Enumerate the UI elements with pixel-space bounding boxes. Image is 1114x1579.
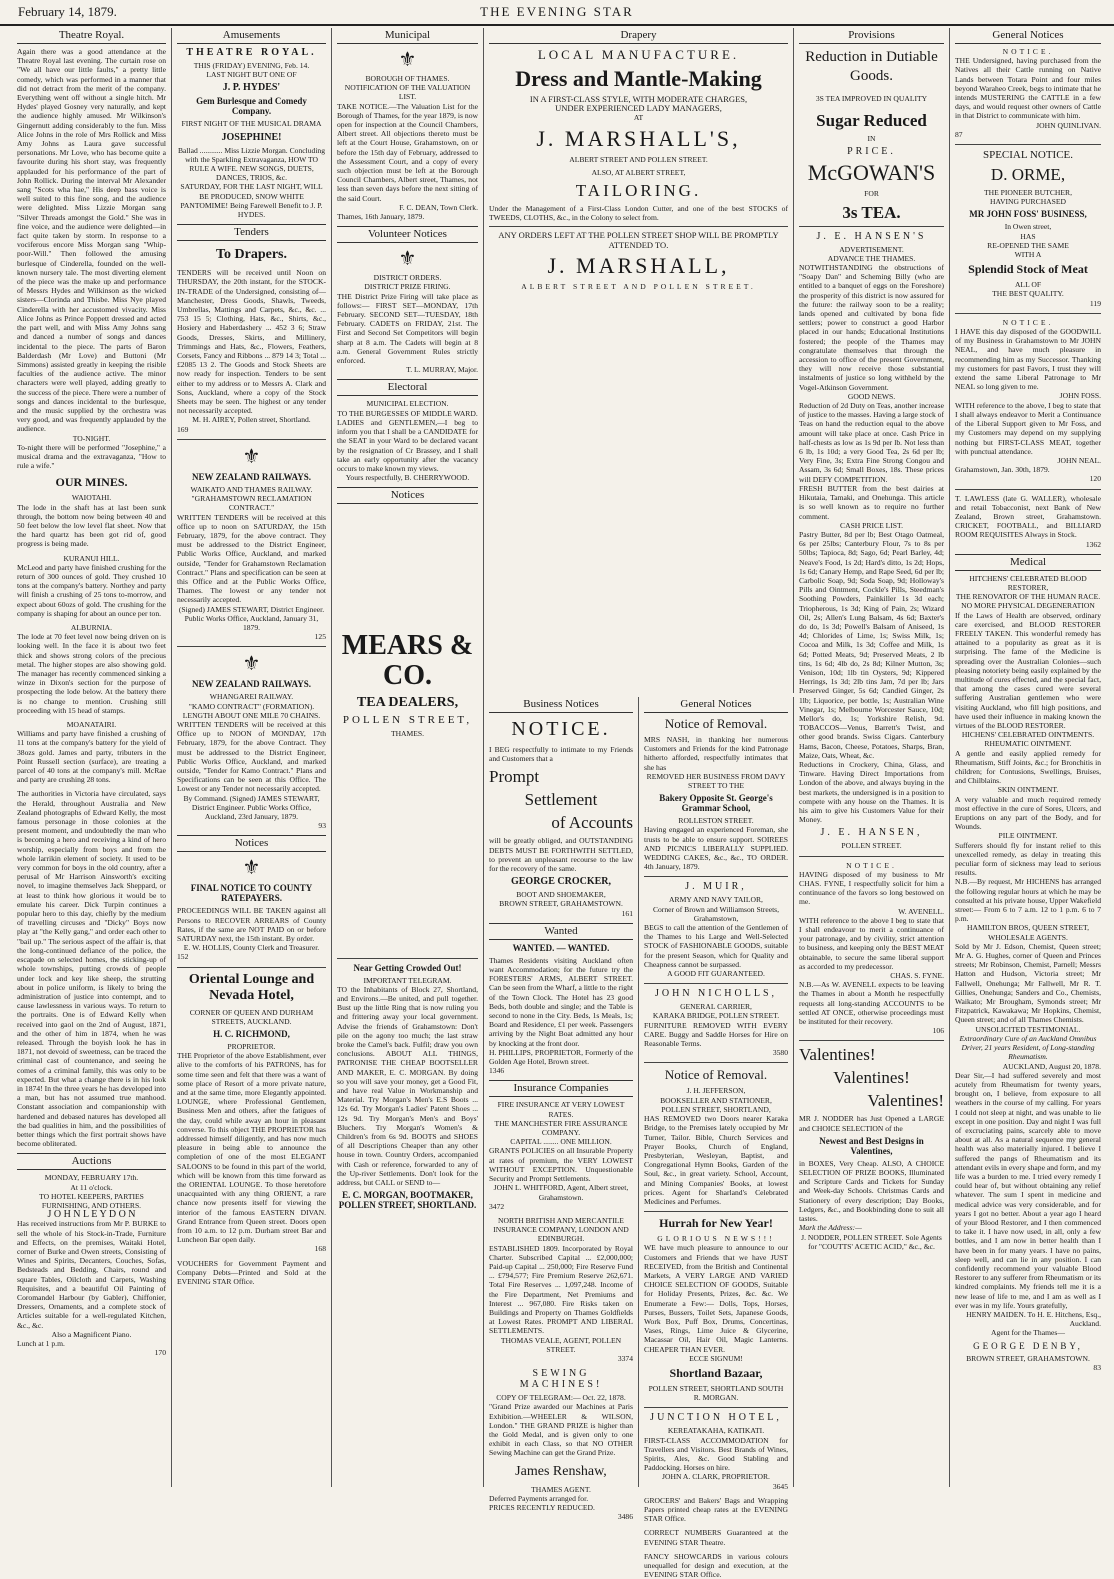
jefferson-text: HAS REMOVED two Doors nearer Karaka Bridge, to the Premises lately occupied by Mr Turner, Tailor. Bible, Church Services and Prayer Books, Church of England, Presbyterian, Wesleyan, Baptist, and Congregational Hymn Books, Garden of the Soul, &c., in great variety. School, Account, and Mining Companies' Books, at lowest prices. Agent for Sharland's Celebrated Medicines and Perfumes. bbox=[644, 1114, 788, 1206]
quinlivan-number: 87 bbox=[955, 129, 963, 139]
agent-label: Agent for the Thames— bbox=[991, 1328, 1065, 1338]
amusement-line: Ballad ............ Miss Lizzie Morgan. Concluding with the Sparkling Extravaganza, HOW TO RULE A WIFE. NEW SONGS, DUETS, DANCES, TRIOS, &c. bbox=[177, 145, 326, 183]
waiotahi-heading: WAIOTAHI. bbox=[71, 493, 112, 503]
valuation-signature: F. C. DEAN, Town Clerk. bbox=[399, 202, 478, 212]
orme-name: D. ORME, bbox=[990, 165, 1066, 185]
dress-subtitle: UNDER EXPERIENCED LADY MANAGERS, bbox=[555, 103, 722, 114]
neal-number: 120 bbox=[1089, 474, 1101, 484]
valentines-line: Valentines! bbox=[833, 1068, 910, 1088]
nzr-signature: By Command. (Signed) JAMES STEWART, District Engineer. Public Works Office, Auckland, 23rd January, 1879. bbox=[183, 793, 320, 821]
nodder-mark: Mark the Address:— bbox=[799, 1223, 862, 1233]
nicholls-trade: GENERAL CARRIER, bbox=[680, 1002, 752, 1012]
notice-title: NOTICE. bbox=[1002, 317, 1054, 327]
nicholls-name: JOHN NICHOLLS, bbox=[655, 988, 777, 1000]
nbm-signature: THOMAS VEALE, AGENT, POLLEN STREET. bbox=[500, 1335, 622, 1354]
blank-space bbox=[337, 507, 478, 627]
notice-title: NOTICE. bbox=[1002, 47, 1054, 56]
waiotahi-text: The lode in the shaft has at last been sunk through, the bottom now being between 40 and 50 feet below the low level flat sheet. Now that the hard quartz has been got rid of, good progress is being made. bbox=[17, 502, 166, 549]
medical-heading: Medical bbox=[955, 554, 1101, 571]
junction-signature: JOHN A. CLARK, PROPRIETOR. bbox=[662, 1472, 770, 1482]
avenell-signature: W. AVENELL. bbox=[898, 906, 944, 916]
foss-signature: JOHN FOSS. bbox=[1059, 391, 1101, 401]
skin-title: SKIN OINTMENT. bbox=[997, 785, 1059, 795]
drapers-number: 169 bbox=[177, 424, 189, 434]
valentines-line: Valentines! bbox=[867, 1091, 944, 1111]
tailoring-title: TAILORING. bbox=[575, 181, 702, 201]
wanted-title: WANTED. — WANTED. bbox=[512, 942, 610, 953]
issue-date: February 14, 1879. bbox=[18, 4, 117, 19]
auction-number: 170 bbox=[154, 1348, 166, 1358]
prompt-word: Prompt bbox=[489, 767, 540, 787]
pile-text: Sufferers should fly for instant relief to this unexcelled remedy, as delay in treating this peculiar form of sickness may lead to serious results. bbox=[955, 840, 1101, 878]
all-of-label: ALL OF bbox=[1014, 280, 1042, 290]
denby-name: GEORGE DENBY, bbox=[973, 1340, 1083, 1351]
auction-lunch: Lunch at 1 p.m. bbox=[17, 1339, 65, 1349]
capital-line: CAPITAL ........ ONE MILLION. bbox=[510, 1137, 612, 1147]
nzr-title: NEW ZEALAND RAILWAYS. bbox=[192, 471, 311, 482]
divider bbox=[644, 1062, 788, 1063]
firing-text: THE District Prize Firing will take place as follows:— FIRST SET—MONDAY, 17th February. SECOND SET—TUESDAY, 18th February. CADETS on FRIDAY, 21st. The First and Second Set Competitors will begin sharp at 8 a.m. The Cadets will begin at 8 a.m. General Government Rules strictly enforced. bbox=[337, 291, 478, 366]
hamilton-agents: HAMILTON BROS, QUEEN STREET, WHOLESALE AGENTS. bbox=[967, 923, 1089, 942]
notice-text: I BEG respectfully to intimate to my Friends and Customers that a bbox=[489, 745, 633, 764]
tonight-label: TO-NIGHT. bbox=[72, 433, 111, 443]
drapers-title: To Drapers. bbox=[215, 247, 288, 263]
insurance-heading: Insurance Companies bbox=[489, 1080, 633, 1097]
theatre-royal-title: THEATRE ROYAL. bbox=[186, 47, 317, 58]
ointments-text: A gentle and easily applied remedy for Rheumatism, Stiff Joints, &c.; for Bronchitis in children; for Contusions, Swellings, Bruises, and Chilblains. bbox=[955, 748, 1101, 786]
removal-title: Notice of Removal. bbox=[664, 716, 768, 731]
alburnia-text: The lode at 70 feet level now being driven on is looking well. In the face it is about two feet thick and shows strong colors of the precious metal. The higher stopes are also showing gold. The manager has recently commenced sinking a winze in Dixon's section for the purpose of prospecting the lode below. At the battery there is no change to mention. Crushing still proceeding with 15 head of stamps. bbox=[17, 632, 166, 715]
drapery-section bbox=[484, 28, 794, 693]
vouchers-notice: VOUCHERS for Government Payment and Company Debts—Printed and Sold at the EVENING STAR Office. bbox=[177, 1258, 326, 1287]
advance-thames: ADVANCE THE THAMES. bbox=[827, 253, 916, 263]
best-quality: THE BEST QUALITY. bbox=[992, 289, 1064, 299]
valentines-line: Valentines! bbox=[799, 1045, 876, 1065]
column-theatre-mines bbox=[12, 28, 172, 1487]
nash-text: MRS NASH, in thanking her numerous Customers and Friends for the kind Patronage hitherto afforded, respectfully intimates that she has bbox=[644, 735, 788, 772]
notice-title: NOTICE. bbox=[846, 860, 897, 870]
neal-date: Grahamstown, Jan. 30th, 1879. bbox=[955, 465, 1050, 475]
divider bbox=[644, 1407, 788, 1408]
whitford-number: 3472 bbox=[489, 1201, 505, 1211]
neal-text: WITH reference to the above, I beg to state that I shall always endeavor to Merit a Continuance of the Liberal Support given to Mr Foss, and my Customers may depend on my supplying nothing but FIRST-CLASS MEAT, together with punctual attendance. bbox=[955, 400, 1101, 456]
renshaw-text: Deferred Payments arranged for. bbox=[489, 1493, 589, 1503]
josephine-title: JOSEPHINE! bbox=[221, 131, 282, 143]
newspaper-title: THE EVENING STAR bbox=[480, 4, 634, 19]
reopened-label: RE-OPENED THE SAME bbox=[987, 240, 1069, 250]
notices-heading: Notices bbox=[177, 835, 326, 852]
renshaw-agent: THAMES AGENT. bbox=[531, 1484, 591, 1494]
nzr-contract: "KAMO CONTRACT" (FORMATION). bbox=[188, 701, 315, 711]
wanted-heading: Wanted bbox=[489, 923, 633, 940]
bazaar-address: POLLEN STREET, SHORTLAND SOUTH bbox=[648, 1383, 784, 1393]
renshaw-prices: PRICES RECENTLY REDUCED. bbox=[489, 1502, 595, 1512]
divider bbox=[644, 1211, 788, 1212]
also-label: ALSO, AT ALBERT STREET, bbox=[591, 167, 686, 177]
hansen-text-2: Reduction of 2d Duty on Teas, another increase of justice to the masses. Having a large stock of Teas on hand the reduction equal to the above amount will take place at once. Cash Price in half-chests as low as 1s 9d per lb. Not less than 6 lb, 1s 10d; a very Good Tea, 2s 6d per lb; Very Fine, 3s; Extra Fine Strong Congou and Assam, 3s 6d; Small Boxes, 18s. These prices will DEFY COMPETITION. bbox=[799, 401, 944, 484]
auctions-heading: Auctions bbox=[17, 1153, 166, 1170]
divider bbox=[955, 313, 1101, 314]
final-notice-number: 152 bbox=[177, 952, 189, 962]
nash-bakery: Bakery Opposite St. George's Grammar School, bbox=[659, 793, 773, 814]
fyne-number: 106 bbox=[932, 1026, 944, 1036]
renshaw-name: James Renshaw, bbox=[515, 1463, 607, 1479]
hansen-text: NOTWITHSTANDING the obstructions of "Soapy Dan" and Scheming Billy (who are entitled to a banquet of eggs on the Foreshore) the prosperity of this district is now assured for the future: the railway soon to be a reality; lands opened and cultivated by bona fide settlers; power to construct a good Harbor placed in our hands; Educational Institutions fostered; the people of the Thames may congratulate themselves that through the accession to office of the present Government, they will now receive those substantial instalments of justice so long withheld by the Vogel-Atkinson Government. bbox=[799, 263, 944, 392]
notices-heading: Notices bbox=[337, 487, 478, 504]
borough-name: BOROUGH OF THAMES. bbox=[365, 74, 450, 83]
price-label: PRICE. bbox=[847, 146, 896, 158]
testimonial-date: AUCKLAND, August 20, 1878. bbox=[1002, 1061, 1101, 1071]
marshall-name: J. MARSHALL'S, bbox=[536, 125, 741, 151]
muir-name: J. MUIR, bbox=[685, 881, 747, 893]
orders-notice: ANY ORDERS LEFT AT THE POLLEN STREET SHOP WILL BE PROMPTLY ATTENDED TO. bbox=[498, 230, 779, 250]
amusements-heading: Amusements bbox=[177, 28, 326, 44]
cash-list-text: Pastry Butter, 8d per lb; Best Otago Oatmeal, 6s per 25lbs; Canterbury Flour, 7s to 8s per 50lbs; Tapioca, 8d; Sago, 6d; Pearl Barley, 4d; Neave's Food, 1s 2d; Hard's ditto, 1s 2d; Hops, 1s 6d; Canary Hemp, and Rape Seed, 6d per lb; Carbolic Soap, 9d; Soda Soap, 9d; Holloway's Pills and Ointment, Cockle's Pills, Steedman's Soothing Powders, Painkiller 1s 3d each; Triopherous, 1s 3d; King of Pain, 2s; Wizard Oil, 2s; Allen's Lung Balsam, 4s 6d; Baxter's do do, 1s 3d; Powell's Balsam of Aniseed, 1s 4d; Chlorides of Lime, 1s; Swiss Milk, 1s; Cocoa and Milk, 1s 3d; Coffee and Milk, 1s 6d; Potted Meats, 9d; Preserved Meats, 2 lb tins, 1s 6d; 4lb do, 2s 8d; Kilner Mutton, 3s; Venison, 10d; 1lb tin Oysters, 9d; Kippered Herrings, 1s 3d; 2lb tins Jam, 7d per lb; Jars Preserved Ginger, 5s 6d; Candied Ginger, 2s 1lb; Liquorice, per bottle, 1s; Australian Wine Vinegar, 1s; Melbourne Worcester Sauce, 10d; Mellor's do, 1s; Yorkshire Relish, 9d. TOBACCOS—Venus, Barrett's Twist, and other good brands. Swiss Cigars. Canterbury Hams, Bacon, Cheese, Potatoes, Sharps, Bran, Maize, Oats, Wheat, &c. bbox=[799, 529, 944, 760]
testimonial-text: Dear Sir,—I had suffered severely and most acutely from Rheumatism for twenty years, brought on, I believe, from exposure to all weathers in the course of my calling. For years I could not sleep at night, and was unable to lie except in one position. Day and night I was full of excruciating pains, scarcely able to move about at all. As a natural sequence my general health was also materially injured. I believe I suffered the pangs of Rheumatism and its attendant evils in every shape and form, and my life was a burden to me. I tried every remedy I could hear of, but without obtaining any relief whatever. The sum I spent in medicine and medical advice was very considerable, and for years I got no better. About a year ago I heard of your Blood Restorer, and I then commenced to take it. I have now used, in all, only a few bottles, and I am now in better health than I have been in for many years. I have no pains, sleep well, and can lie in any position. I can confidently recommend your valuable Blood Restorer to any sufferer from Rheumatism or its kindred complaints. My friends tell me it is a new lease of life to me, and I am as well as I ever was in my life. Yours gratefully, bbox=[955, 1070, 1102, 1310]
nbm-number: 3374 bbox=[617, 1353, 633, 1363]
sewing-text: "Grand Prize awarded our Machines at Paris Exhibition.—WHEELER & WILSON, London." THE GRAND PRIZE is higher than the Gold Medal, and is given only to one exhibit in each Class, so that NO OTHER Sewing Machine can get the Grand Prize. bbox=[489, 1402, 633, 1458]
column-municipal bbox=[332, 28, 484, 1487]
valuation-date: Thames, 16th January, 1879. bbox=[337, 212, 425, 222]
glorious-text: WE have much pleasure to announce to our Customers and Friends that we have JUST RECEIVED, from the British and Continental Markets, A VERY LARGE AND VARIED CHOICE SELECTION OF GOODS, Suitable for Holiday Presents, Prizes, &c. &c. We Enumerate a Few:— Dolls, Tops, Horses, Purses, Bussers, Toilet Sets, Japanese Goods, Work Box, Puff Box, Drums, Concertinas, Vases, Rings, Lime Juice & Glycerine, Macassar Oil, Hair Oil, Magic Lanterns. CHEAPER THAN EVER. bbox=[644, 1243, 788, 1354]
muir-text: BEGS to call the attention of the Gentlemen of the Thames to his Large and Well-Selected STOCK of FASHIONABLE GOODS, suitable for the present Season, which for Quality and Cheapness cannot be surpassed. bbox=[644, 923, 788, 969]
settlement-word: Settlement bbox=[524, 790, 598, 810]
nash-removed: REMOVED HER BUSINESS FROM DAVY STREET TO THE bbox=[646, 771, 786, 791]
hitchens-subtitle: THE RENOVATOR OF THE HUMAN RACE. bbox=[955, 592, 1101, 602]
bazaar-name: R. MORGAN. bbox=[693, 1393, 739, 1403]
nodder-text: MR J. NODDER has Just Opened a LARGE and CHOICE SELECTION of the bbox=[799, 1114, 944, 1133]
business-heading: Business Notices bbox=[489, 697, 633, 713]
sold-by: Sold by Mr J. Edson, Chemist, Queen street; Mr A. G. Hughes, corner of Queen and Princes streets; Mr Robinson, Chemist, Parnell; Messrs Hatton and Hudson, Victoria street; Mr Fallwell, Onehunga; Mr Fallwell, Mr R. T. Gillies, Onehunga; Sanders and Co., Chemists, Waikato; Mr Brougham, Symonds street; Mr Fitzpatrick, Kawakawa; Mr Hopkins, Chemist, Queen street; and of all Thames Chemists. bbox=[955, 941, 1101, 1025]
crocker-address: BROWN STREET, GRAHAMSTOWN. bbox=[499, 899, 623, 909]
nzr-text: WRITTEN TENDERS will be received at this office up to noon on SATURDAY, the 15th February, 1879, for the above contract. They must be addressed to the District Engineer, Public Works Office, Auckland, and marked outside, "Tender for Grahamstown Reclamation Contract." Plans and specification can be seen at this Office and at the Public Works Office, Thames. The lowest or any tender not necessarily accepted. bbox=[177, 512, 326, 605]
nodder-newest: Newest and Best Designs in Valentines, bbox=[819, 1135, 924, 1156]
bazaar-title: Shortland Bazaar, bbox=[669, 1365, 763, 1380]
mears-subtitle: TEA DEALERS, bbox=[356, 695, 459, 711]
hansen-street: POLLEN STREET. bbox=[841, 841, 902, 851]
firing-signature: T. L. MURRAY, Major. bbox=[406, 365, 478, 375]
volunteer-crest-icon: ⚜ bbox=[398, 248, 417, 271]
oriental-text: THE Proprietor of the above Establishment, ever alive to the comforts of his PATRONS, has for some time seen and felt that there was a want of some place of Resort of a more private nature, and at the same time, more Elegantly appointed. LOUNGE, where Professional Gentlemen, Business Men and others, after the fatigues of the day, could while away an hour in pleasant converse. To this object THE PROPRIETOR has addressed himself diligently, and has now much pleasure in being able to announce the completion of one of the most ELEGANT SALOONS to be found in this part of the world, which will be known from this time forward as the ORIENTAL LOUNGE. To those heretofore unacquainted with any thing ORIENT, a rare chance now presents itself for viewing the interior of the famous EASTERN DIVAN. Grand Entrance from Queen street. Doors open from 10 a.m. to 12 p.m. Durham street Bar and Luncheon Bar open daily. bbox=[177, 1051, 326, 1245]
grants-text: GRANTS POLICIES on all Insurable Property at rates of premium, the VERY LOWEST WITHOUT EXCEPTION. Unquestionable Security and Prompt Settlements. bbox=[489, 1146, 633, 1184]
testimonial-signature: HENRY MAIDEN. To H. E. Hitchens, Esq., Auckland. bbox=[966, 1309, 1101, 1329]
dress-subtitle: IN A FIRST-CLASS STYLE, WITH MODERATE CHARGES, bbox=[529, 94, 748, 104]
auction-piano: Also a Magnificent Piano. bbox=[51, 1329, 132, 1339]
nodder-signature: J. NODDER, POLLEN STREET. Sole Agents for "COUTTS' ACETIC ACID," &c., &c. bbox=[801, 1232, 942, 1251]
column-amusements-tenders bbox=[172, 28, 332, 1487]
column-business bbox=[484, 697, 639, 1522]
hansen-text-3: Reductions in Crockery, China, Glass, and Tinware. Having Direct Importations from London of the above, and always buying in the best markets, the undersigned is in a position to compete with any house on the Thames. It is his aim to give his Customers Value for their Money. bbox=[799, 759, 944, 825]
divider bbox=[489, 226, 788, 227]
general-heading: General Notices bbox=[644, 697, 788, 713]
splendid-stock: Splendid Stock of Meat bbox=[968, 262, 1088, 277]
column-general-notices bbox=[639, 697, 794, 1579]
hurrah-title: Hurrah for New Year! bbox=[659, 1216, 773, 1231]
drapery-heading: Drapery bbox=[489, 28, 788, 44]
column-provisions bbox=[794, 28, 950, 1487]
notice-text: will be greatly obliged, and OUTSTANDING DEBTS MUST BE FORTHWITH SETTLED, to prevent an unpleasant recourse to the law for the recovery of the same. bbox=[489, 836, 633, 874]
tenders-heading: Tenders bbox=[177, 224, 326, 241]
notice-title: NOTICE. bbox=[511, 718, 611, 740]
best-number: 119 bbox=[1089, 298, 1101, 308]
theatre-article: Again there was a good attendance at the Theatre Royal last evening. The curtain rose on "We all have our little faults," a pretty little comedy, which was performed in a manner that did not detract from the merit of the company. Everything went off without a single hitch. Mr Hydes' played Gosney very naturally, and kept the audience highly amused. Mr Wilkinson's Gingernutt adding considerably to the fun. Miss Alice Johns in the role of Mrs Rollick and Miss Amy Johns as Laura gave successful personations. Mr Love, who has become quite a favourite during his short stay, was frequently applauded for his performance of the part of John Rollick. During the interval Mr Alexander sang "Scots wha hae," His deep bass voice is well suited to this fine song, and the audience were delighted. Miss Lizzie Morgan sang "Silver Threads amongst the Gold." She was in fine voice, and the audience were delighted—in fact quite taken by storm. In response to a vociferous encore Miss Morgan sang "Whip-poor-Will." Then followed the amusing burlesque of Cinderella, founded on the well-known nursery tale. The most diverting element of the piece was the make up and performance of Messrs Hydes and Wilkinson as the wicked sisters—Clorinda and Thisbe. Miss Nye played Cinderella with her accustomed vivacity. Miss Alice Johns as Prince Poppett dressed and acted the part well, and with Miss Amy Johns sang and danced a number of songs and dances incidental to the piece. The parts of Baron Balderdash (Mr Love) and Buttoni (Mr Simmons) assisted greatly in keeping the risible faculties of the audience active. The minor characters were well played, adding greatly to the success of the piece. There were a number of songs and dances incidental to the burlesque, and the music supplied by the orchestra was very good, and was frequently applauded by the audience. bbox=[17, 47, 166, 434]
drapers-text: TENDERS will be received until Noon on THURSDAY, the 20th instant, for the STOCK-IN-TRADE of the Undersigned, consisting of— Manchester, Dress Goods, Shawls, Tweeds, Umbrellas, Mattings and Carpets, &c., &c. ... 753 15 5; Clothing, Hats, &c., Shirts, &c., Hosiery and Haberdashery ... 452 3 6; Straw Goods, Dresses, Skirts, and Millinery, Trimmings and Hats, &c., Flowers, Feathers, Corsets, Fancy and Ribbons ... 879 14 3; Total ... £2085 13 2. The Goods and Stock Sheets are now ready for inspection. Tenders to be sent either to my address or to Messrs A. Clark and Sons, Auckland, where a copy of the Stock Sheets may be seen. The highest or any tender not necessarily accepted. bbox=[177, 268, 326, 416]
wanted-text: Thames Residents visiting Auckland often want Accommodation; for the future try the FORESTERS' ARMS, ALBERT STREET. Can be seen from the Wharf, a little to the right of the Town Clock. The Hotel has 23 good Beds, both double and single; and the Table is second to none in the City. Beds, 1s Meals, 1s; Board and Residence, £1 per week. Passengers arriving by the Night Boat admitted any hour by knocking at the front door. bbox=[489, 955, 633, 1048]
nzr-number: 125 bbox=[314, 632, 326, 642]
nicholls-text: FURNITURE REMOVED WITH EVERY CARE. Buggy and Saddle Horses for Hire on Reasonable Terms. bbox=[644, 1020, 788, 1049]
sewing-title: SEWING MACHINES! bbox=[519, 1368, 603, 1391]
oriental-number: 168 bbox=[314, 1244, 326, 1254]
muir-address: Corner of Brown and Williamson Streets, Grahamstown, bbox=[652, 904, 780, 923]
crocker-number: 161 bbox=[621, 908, 633, 918]
borough-crest-icon: ⚜ bbox=[398, 49, 417, 71]
denby-number: 83 bbox=[1093, 1362, 1101, 1372]
junction-title: JUNCTION HOTEL, bbox=[650, 1412, 782, 1424]
moanataiari-heading: MOANATAIRI. bbox=[66, 720, 117, 730]
jefferson-address: POLLEN STREET, SHORTLAND, bbox=[661, 1104, 771, 1114]
fire-title: FIRE INSURANCE AT VERY LOWEST RATES. bbox=[497, 1100, 625, 1119]
renshaw-number: 3486 bbox=[617, 1512, 633, 1522]
marshall-address: ALBERT STREET AND POLLEN STREET. bbox=[569, 154, 708, 164]
prize-firing: DISTRICT PRIZE FIRING. bbox=[364, 282, 451, 292]
district-orders: DISTRICT ORDERS. bbox=[373, 273, 442, 283]
muir-fit: A GOOD FIT GUARANTEED. bbox=[667, 969, 765, 979]
electoral-heading: Electoral bbox=[337, 379, 478, 396]
nzr-number: 93 bbox=[318, 821, 326, 831]
at-label: AT bbox=[633, 113, 644, 123]
fyne-text: WITH reference to the above I beg to state that I shall endeavour to merit a continuance of your patronage, and by civility, strict attention to business, and keeping only the BEST MEAT obtainable, to secure the same liberal support as accorded to my predecessor. bbox=[799, 915, 944, 971]
hitchens-title: HITCHENS' CELEBRATED BLOOD RESTORER, bbox=[969, 573, 1087, 592]
for-label: FOR bbox=[864, 189, 879, 199]
amusement-line: FIRST NIGHT OF THE MUSICAL DRAMA bbox=[181, 119, 322, 129]
crocker-name: GEORGE CROCKER, bbox=[510, 876, 611, 888]
sugar-reduced: Sugar Reduced bbox=[816, 111, 927, 131]
final-notice-text: PROCEEDINGS WILL BE TAKEN against all Persons to RECOVER ARREARS of County Rates, if the same are NOT PAID on or before SATURDAY next, the 15th instant. By order. bbox=[177, 906, 326, 943]
lawless-text: T. LAWLESS (late G. WALLER), wholesale and retail Tobacconist, next Bank of New Zealand, Brown street, Grahamstown. CRICKET, FOOTBALL, and BILLIARD ROOM REQUISITES Always in Stock. bbox=[955, 493, 1101, 540]
morgan-subtitle: IMPORTANT TELEGRAM. bbox=[363, 975, 452, 985]
rheumatic-title: RHEUMATIC OINTMENT. bbox=[984, 739, 1072, 749]
amusement-name: J. P. HYDES' bbox=[222, 82, 281, 94]
local-manufacture: LOCAL MANUFACTURE. bbox=[537, 47, 740, 62]
column-general-medical bbox=[950, 28, 1106, 1487]
auction-title: TO HOTEL KEEPERS, PARTIES FURNISHING, AND OTHERS. bbox=[39, 1191, 144, 1210]
orme-purchased: HAVING PURCHASED bbox=[989, 197, 1067, 207]
blank-space bbox=[337, 744, 478, 954]
testimonial-subtitle: Extraordinary Cure of an Auckland Omnibus Driver, 21 years Resident, of Long-standing Rheumatism. bbox=[959, 1033, 1097, 1062]
theatre-heading: Theatre Royal. bbox=[17, 28, 166, 44]
wanted-number: 1346 bbox=[489, 1066, 505, 1076]
hansen-title: J. E. HANSEN'S bbox=[816, 230, 927, 242]
volunteer-heading: Volunteer Notices bbox=[337, 226, 478, 243]
butter-text: FRESH BUTTER from the best dairies at Hikutaia, Tamaki, and Onehunga. This article is so well known as to require no further comment. bbox=[799, 483, 944, 521]
junction-number: 3645 bbox=[772, 1481, 788, 1491]
removal-title-2: Notice of Removal. bbox=[664, 1067, 768, 1083]
nzr-title: NEW ZEALAND RAILWAYS. bbox=[192, 679, 311, 690]
election-title: MUNICIPAL ELECTION. bbox=[366, 399, 449, 409]
cash-list-title: CASH PRICE LIST. bbox=[840, 520, 903, 530]
auctioneer-name: J O H N L E Y D O N bbox=[47, 1209, 136, 1221]
tea-improved: 3S TEA IMPROVED IN QUALITY bbox=[815, 94, 928, 103]
hansen-signature: J. E. HANSEN, bbox=[820, 827, 923, 839]
election-text: LADIES and GENTLEMEN,—I beg to inform you that I shall be a CANDIDATE for the SEAT in your Ward to be declared vacant by the resignation of Cr Brassey, and I shall take an early opportunity after the vacancy occurs to make known my views. bbox=[337, 417, 478, 473]
drapers-signature: M. H. AIREY, Pollen street, Shortland. bbox=[192, 415, 311, 425]
pile-title: PILE OINTMENT. bbox=[998, 831, 1058, 841]
denby-address: BROWN STREET, GRAHAMSTOWN. bbox=[966, 1353, 1090, 1363]
valuation-title: NOTIFICATION OF THE VALUATION LIST. bbox=[344, 83, 471, 102]
divider bbox=[644, 983, 788, 984]
divider bbox=[177, 646, 326, 647]
final-notice-signature: E. W. HOLLIS, County Clerk and Treasurer. bbox=[183, 943, 320, 953]
jefferson-trade: BOOKSELLER AND STATIONER, bbox=[660, 1095, 772, 1105]
nzr-line: WAIKATO AND THAMES RAILWAY. bbox=[190, 484, 313, 494]
owen-street: In Owen street, bbox=[1004, 222, 1052, 232]
fancy-notice: FANCY SHOWCARDS in various colours unequalled for design and execution, at the EVENING STAR Office. bbox=[644, 1551, 788, 1579]
mears-town: THAMES. bbox=[390, 729, 425, 739]
final-notice-title: FINAL NOTICE TO COUNTY RATEPAYERS. bbox=[190, 883, 313, 904]
alburnia-heading: ALBURNIA. bbox=[70, 622, 113, 632]
morgan-text: TO the Inhabitants of Block 27, Shortland, and Environs.—Be united, and pull together. Bust up the little Ring that is now ruling you and frittering away your local government. Advise the friends of Grahamstown: Don't pile on the agony too much; the last straw broke the Camel's back. Fulfil; draw you own conclusions. ABOUT ALL THINGS, PATRONISE THE CHEAP BOOTSELLER AND MAKER, E. C. MORGAN. By doing so you will save your money, get a Good Fit, and have real Value in Workmanship and Material. Try Morgan's Men's E.S Boots ... 12s 6d. Try Morgan's Ladies' Patent Shoes ... 12s 9d. Try Morgan's Men's and Boys' Bluchers. Try Morgan's Women's & Children's from 6s 9d. BOOTS and SHOES of all Descriptions Cheaper than any other house in town. Country Orders, accompanied with Cash or reference, forwarded to any of the Up-river Settlements. Don't look for the address, but CALL or SEND to— bbox=[337, 984, 478, 1187]
wanted-signature: H. PHILLIPS, PROPRIETOR, Formerly of the Golden Age Hotel, Brown street. bbox=[489, 1047, 633, 1067]
nzr-length: LENGTH ABOUT ONE MILE 70 CHAINS. bbox=[182, 710, 321, 720]
divider bbox=[337, 958, 478, 959]
nash-text-2: Having engaged an experienced Foreman, she trusts to be able to ensure support. SOIREES AND PICNICS LIBERALLY SUPPLIED. WEDDING CAKES, &c., &c., TO ORDER. 4th January, 1879. bbox=[644, 825, 788, 872]
election-signature: Yours respectfully, B. CHERRYWOOD. bbox=[345, 473, 470, 483]
morgan-title: Near Getting Crowded Out! bbox=[353, 962, 462, 973]
auction-text: Has received instructions from Mr P. BURKE to sell the whole of his Stock-in-Trade, Furniture and Effects, on the premises, Waitaki Hotel, corner of Burke and Owen streets, Consisting of Wines and Spirits, Decanters, Couches, Sofas, Bedsteads and Bedding, Chairs, round and square Tables, Oilcloth and Carpets, Washing Requisites, and a beautiful Oil Painting of Coromandel Harbour (by Gabler), Chiffonier, Dressers, Ornaments, and a complete stock of Articles suitable for a well-regulated Kitchen, &c., &c. bbox=[17, 1219, 166, 1330]
fyne-signature: CHAS. S. FYNE. bbox=[890, 971, 944, 981]
with-a-label: WITH A bbox=[1014, 250, 1042, 260]
nash-street: ROLLESTON STREET. bbox=[678, 816, 754, 826]
junction-address: KEREATAKAHA, KATIKATI. bbox=[667, 1426, 765, 1436]
consult-hours: N.B.—By request, Mr HICHENS has arranged the following regular hours at which he may be consulted at his private house, Upper Wakefield street:— From 6 to 7 a.m. 12 to 1 p.m. 6 to 7 p.m. bbox=[955, 877, 1101, 924]
amusement-line: SATURDAY, FOR THE LAST NIGHT, WILL BE PRODUCED, SNOW WHITE PANTOMIME! Being Farewell Benefit to J. P. HYDES. bbox=[180, 182, 323, 220]
quinlivan-signature: JOHN QUINLIVAN. bbox=[1036, 120, 1101, 130]
mears-street: POLLEN STREET, bbox=[342, 714, 473, 727]
hansen-advertisement: ADVERTISEMENT. bbox=[839, 244, 904, 254]
kuranui-text: McLeod and party have finished crushing for the return of 300 ounces of gold. They crushed 10 tons at the company's battery. Northey and party will finish a crushing of 25 tons to-morrow, and expect about 60ozs of gold. The crushing for the company is shaping for about an ounce per ton. bbox=[17, 562, 166, 618]
has-label: HAS bbox=[1020, 231, 1036, 241]
ointments-title: HICHENS' CELEBRATED OINTMENTS. bbox=[961, 730, 1095, 740]
manchester-title: THE MANCHESTER FIRE ASSURANCE COMPANY. bbox=[494, 1118, 628, 1138]
divider bbox=[799, 856, 944, 857]
lawless-number: 1362 bbox=[1085, 539, 1101, 549]
nzr-contract: "GRAHAMSTOWN RECLAMATION CONTRACT." bbox=[191, 494, 312, 513]
amusement-company: Gem Burlesque and Comedy Company. bbox=[196, 96, 307, 117]
nicholls-address: KARAKA BRIDGE, POLLEN STREET. bbox=[652, 1011, 780, 1021]
divider bbox=[177, 439, 326, 440]
special-notice: SPECIAL NOTICE. bbox=[982, 149, 1074, 162]
nodder-text-2: in BOXES, Very Cheap. ALSO, A CHOICE SELECTION OF PRIZE BOOKS, Illuminated and Scripture Cards and Tickets for Sunday and Week-day Schools. Christmas Cards and Stationery of every description; Day Books, Ledgers, &c., and Bookbinding done to suit all tastes. bbox=[799, 1158, 944, 1224]
foss-business: MR JOHN FOSS' BUSINESS, bbox=[969, 209, 1087, 220]
oriental-title: Oriental Lounge and Nevada Hotel, bbox=[188, 971, 315, 1003]
quinlivan-text: THE Undersigned, having purchased from the Natives all their Cattle running on Native Lands between Totara Point and four miles beyond Waraheo Creek, begs to intimate that he intends MUSTERING the CATTLE in a few days, and would request other owners of Cattle in that District to communicate with him. bbox=[955, 56, 1101, 121]
good-news: GOOD NEWS. bbox=[847, 391, 896, 401]
divider bbox=[177, 967, 326, 968]
oriental-proprietor-label: PROPRIETOR. bbox=[227, 1042, 276, 1052]
royal-crest-icon: ⚜ bbox=[242, 653, 261, 676]
marshall-address-2: ALBERT STREET AND POLLEN STREET. bbox=[521, 281, 756, 291]
royal-crest-icon: ⚜ bbox=[242, 857, 261, 880]
divider bbox=[799, 226, 944, 227]
avenell-text: HAVING disposed of my business to Mr CHAS. FYNE, I respectfully solicit for him a continuance of the favors so long bestowed on me. bbox=[799, 869, 944, 907]
nicholls-number: 3580 bbox=[772, 1048, 788, 1058]
nzr-text: WRITTEN TENDERS will be received at this Office up to NOON of MONDAY, 17th February, 1879, for the above Contract. They must be addressed to the District Engineer, Public Works Office, Auckland, and marked outside, "Tender for Kamo Contract." Plans and Specifications can be seen at this Office. The Lowest or any Tender not necessarily accepted. bbox=[177, 719, 326, 794]
mines-heading: OUR MINES. bbox=[55, 475, 128, 490]
divider bbox=[955, 144, 1101, 145]
grocers-notice: GROCERS' and Bakers' Bags and Wrapping Papers printed cheap rates at the EVENING STAR Office. bbox=[644, 1495, 788, 1524]
reduction-title: Reduction in Dutiable Goods. bbox=[805, 49, 938, 84]
foss-text: I HAVE this day disposed of the GOODWILL of my Business in Grahamstown to Mr JOHN NEAL, and have much pleasure in recommending him as my Successor. Thanking my customers for past Favors, I trust they will extend the same Liberal Patronage to Mr NEAL so long given to me. bbox=[955, 327, 1101, 392]
tea-price: 3s TEA. bbox=[842, 202, 901, 222]
divider bbox=[644, 876, 788, 877]
orme-subtitle: THE PIONEER BUTCHER, bbox=[984, 188, 1072, 198]
moanataiari-text: Williams and party have finished a crushing of 11 tons at the company's battery for the yield of 38ozs gold. James and party, tributers in the Point Russell section (surface), are treating a parcel of 40 tons at the company's mill. McRae and party are crushing 28 tons. bbox=[17, 729, 166, 785]
oriental-proprietor-name: H. C. RICHMOND, bbox=[213, 1029, 290, 1040]
whitford-signature: JOHN L. WHITFORD, Agent, Albert street, Grahamstown. bbox=[493, 1183, 629, 1202]
fyne-nb: N.B.—As W. AVENELL expects to be leaving the Thames in about a Month he respectfully requests all long-standing ACCOUNTS to be settled AT ONCE, otherwise proceedings must be instituted for their recovery. bbox=[799, 980, 944, 1027]
oriental-address: CORNER OF QUEEN AND DURHAM STREETS, AUCKLAND. bbox=[189, 1007, 314, 1026]
dress-mantle-title: Dress and Mantle-Making bbox=[515, 66, 762, 91]
correct-notice: CORRECT NUMBERS Guaranteed at the EVENING STAR Theatre. bbox=[644, 1528, 788, 1547]
auction-date: MONDAY, FEBRUARY 17th. bbox=[44, 1173, 139, 1183]
provisions-heading: Provisions bbox=[799, 28, 944, 44]
auction-time: At 11 o'clock. bbox=[70, 1182, 113, 1192]
nbm-text: ESTABLISHED 1809. Incorporated by Royal Charter. Subscribed Capital ... £2,000,000; Paid-up Capital ... 250,000; Fire Reserve Fund ... £794,577; Fire Premium Reserve 262,671. Total Fire Reserves ... 1,097,248. Income of the Fire Department, Net Premiums and Interest ... 967,080. Fire Risks taken on Buildings and Property on Thames Goldfields at Lowest Rates. PROMPT AND LIBERAL SETTLEMENTS. bbox=[489, 1243, 633, 1336]
amusement-line: THIS (FRIDAY) EVENING, Feb. 14. bbox=[193, 61, 310, 70]
skin-text: A very valuable and much required remedy most effective in the cure of Sores, Ulcers, and Eruptions on any part of the Body, and for Wounds. bbox=[955, 794, 1101, 832]
junction-text: FIRST-CLASS ACCOMMODATION for Travellers and Visitors. Best Brands of Wines, Spirits, Ales, &c. Good Stabling and Paddocking. Horses on hire. bbox=[644, 1435, 788, 1473]
testimonial-title: UNSOLICITED TESTIMONIAL. bbox=[975, 1024, 1081, 1034]
kuranui-heading: KURANUI HILL. bbox=[63, 553, 120, 563]
marshall-name-2: J. MARSHALL, bbox=[547, 252, 730, 278]
tailoring-text: Under the Management of a First-Class London Cutter, and one of the best STOCKS of TWEEDS, CLOTHS, &c., in the Colony to select from. bbox=[489, 204, 788, 223]
general-heading: General Notices bbox=[955, 28, 1101, 44]
sewing-telegram: COPY OF TELEGRAM:— Oct. 22, 1878. bbox=[496, 1393, 626, 1403]
municipal-heading: Municipal bbox=[337, 28, 478, 44]
election-subtitle: TO THE BURGESSES OF MIDDLE WARD. bbox=[337, 408, 478, 418]
mears-title: MEARS & CO. bbox=[341, 630, 474, 692]
morgan-signature: E. C. MORGAN, BOOTMAKER, POLLEN STREET, SHORTLAND. bbox=[338, 1190, 477, 1211]
nzr-line: WHANGAREI RAILWAY. bbox=[209, 692, 294, 702]
divider bbox=[799, 1040, 944, 1041]
in-label: IN bbox=[867, 134, 876, 144]
glorious-news: GLORIOUS NEWS!!! bbox=[657, 1234, 775, 1244]
amusement-line: LAST NIGHT BUT ONE OF bbox=[206, 70, 297, 80]
no-more: NO MORE PHYSICAL DEGENERATION bbox=[961, 601, 1095, 611]
crocker-trade: BOOT AND SHOEMAKER, bbox=[516, 890, 606, 900]
valuation-text: TAKE NOTICE.—The Valuation List for the Borough of Thames, for the year 1879, is now open for inspection at the Council Chambers, Albert street. All objections thereto must be left at the Court House, Grahamstown, on or before the 15th day of February, addressed to the Assessment Court, and a copy of every such objection must be left at the Borough Council Chambers, Albert street, Thames, not less than seven days before the next sitting of the said Court. bbox=[337, 101, 478, 203]
accounts-word: of Accounts bbox=[551, 813, 633, 833]
kelly-article: The authorities in Victoria have circulated, says the Herald, throughout Australia and New Zealand photographs of Edward Kelly, the most famous personage in those colonies at the present moment, and undoubtedly the man who is becoming a hero and receiving a kind of hero worship, especially from boys and from the whole larrikin element of society. It used to be very common for boys in the old country, after a perusal of Mr Harrison Ainsworth's exciting novel, to imagine themselves Jack Sheppard, or at least to think how glorious it would be to emulate his career. Dick Turpin continues a popular hero to this day, chiefly by the medium of travelling circuses and "Dicky" Boys now play at "the Kelly gang," and order each other to "bail up." The serious aspect of the affair is, that the long-continued defiance of the police, the escapade on selected homes, the sticking-up of whole townships, putting crowds of people under lock and key like sheep, the strutting about in police uniform, is likely to bring the administration of justice into contempt, and to cause lawlessness in various ways. To return to the portraits. One is of Edward Kelly when received into gaol on the 2nd of August, 1871, and the other of him in 1874, when he was released. Through the boyish look he has in 1871, not devoid of sweetness, can be traced the criminal cast of countenance, and seeing he comes of a criminal family, this was only to be expected. But what a change there is in his look in 1874! In the three years he has developed into a man, but has not assumed true manhood. Constant association and companionship with hardened and debased natures has developed all the bad qualities in him, and the possibilities of better things which the first portrait shows have become obliterated. bbox=[17, 789, 166, 1149]
mcgowan-name: McGOWAN'S bbox=[807, 160, 936, 186]
jefferson-name: J. H. JEFFERSON, bbox=[686, 1086, 746, 1096]
tonight-text: To-night there will be performed "Josephine," a musical drama and the extravaganza, "How to rule a wife." bbox=[17, 442, 166, 471]
ecce-signum: ECCE SIGNUM! bbox=[689, 1353, 743, 1363]
divider bbox=[955, 489, 1101, 490]
nbm-title: NORTH BRITISH AND MERCANTILE INSURANCE COMPANY, LONDON AND EDINBURGH. bbox=[493, 1215, 629, 1244]
masthead bbox=[0, 0, 1114, 26]
royal-crest-icon: ⚜ bbox=[242, 445, 261, 468]
neal-signature: JOHN NEAL. bbox=[1057, 455, 1101, 465]
nzr-signature: (Signed) JAMES STEWART, District Engineer. Public Works Office, Auckland, January 31, 1879. bbox=[178, 604, 325, 632]
muir-trade: ARMY AND NAVY TAILOR, bbox=[669, 895, 763, 905]
hitchens-text: If the Laws of Health are observed, ordinary care exercised, and BLOOD RESTORER FREELY TAKEN. This wonderful remedy has attained to a popularity as great as it is surprising. The fame of the Medicine is spreading over the Australian Colonies—such pleasing notoriety being easily explained by the multitude of cures effected, and the special fact, that among the cases cured were several suffering Australian gentlemen who were visiting Auckland, who fill high positions, and have used their influence in making known the virtues of the BLOOD RESTORER. bbox=[955, 610, 1101, 730]
